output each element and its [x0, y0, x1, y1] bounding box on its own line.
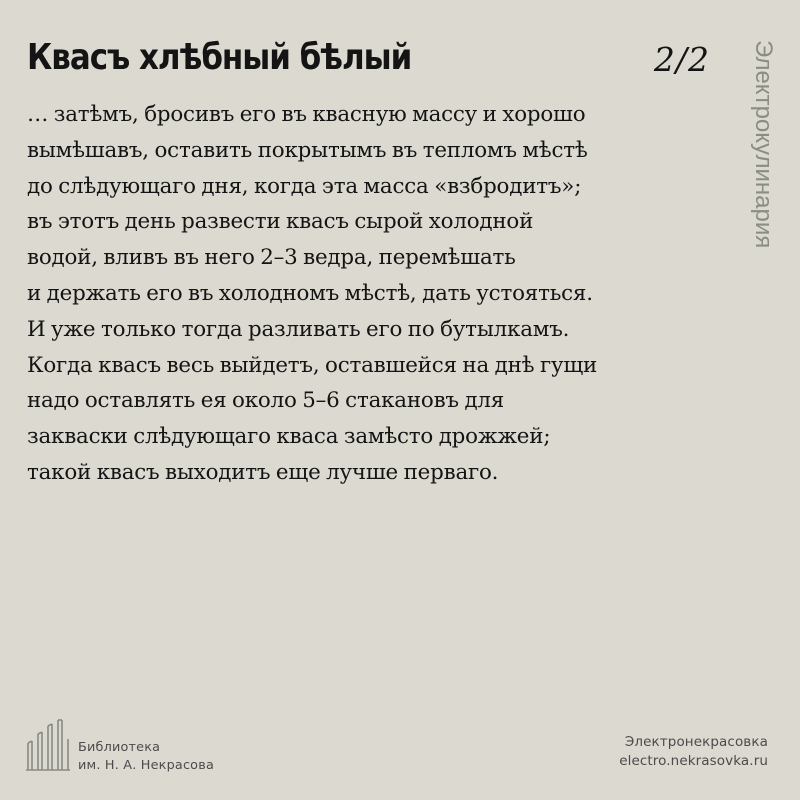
text-line: до слѣдующаго дня, когда эта масса «взбродитъ»; [27, 173, 582, 199]
page-number: 2/2 [653, 40, 710, 79]
page-title: Квасъ хлѣбный бѣлый [27, 37, 412, 78]
recipe-text [27, 97, 727, 491]
library-logo-icon [25, 719, 71, 771]
library-name-line2: им. Н. А. Некрасова [78, 757, 214, 773]
text-line: и держать его въ холодномъ мѣстѣ, дать устояться. [27, 280, 593, 306]
library-name-line1: Библиотека [78, 740, 161, 755]
text-line: … затѣмъ, бросивъ его въ квасную массу и хорошо [27, 102, 586, 127]
text-line: водой, вливъ въ него 2–3 ведра, перемѣшать [27, 245, 516, 271]
text-line: такой квасъ выходитъ еще лучше перваго. [27, 459, 499, 485]
text-line: закваски слѣдующаго кваса замѣсто дрожжей; [27, 424, 551, 450]
text-line: Когда квасъ весь выйдетъ, оставшейся на днѣ гущи [27, 352, 598, 378]
text-line: надо оставлять ея около 5–6 стакановъ для [27, 388, 505, 414]
project-url[interactable]: electro.nekrasovka.ru [619, 753, 768, 769]
library-name [78, 739, 214, 774]
side-label: Электрокулинария [750, 40, 777, 249]
text-line: И уже только тогда разливать его по бутылкамъ. [27, 316, 570, 342]
project-name: Электронекрасовка [624, 734, 768, 750]
text-line: вымѣшавъ, оставить покрытымъ въ тепломъ мѣстѣ [27, 137, 588, 163]
text-line: въ этотъ день развести квасъ сырой холодной [27, 209, 534, 235]
project-credit [619, 733, 768, 771]
